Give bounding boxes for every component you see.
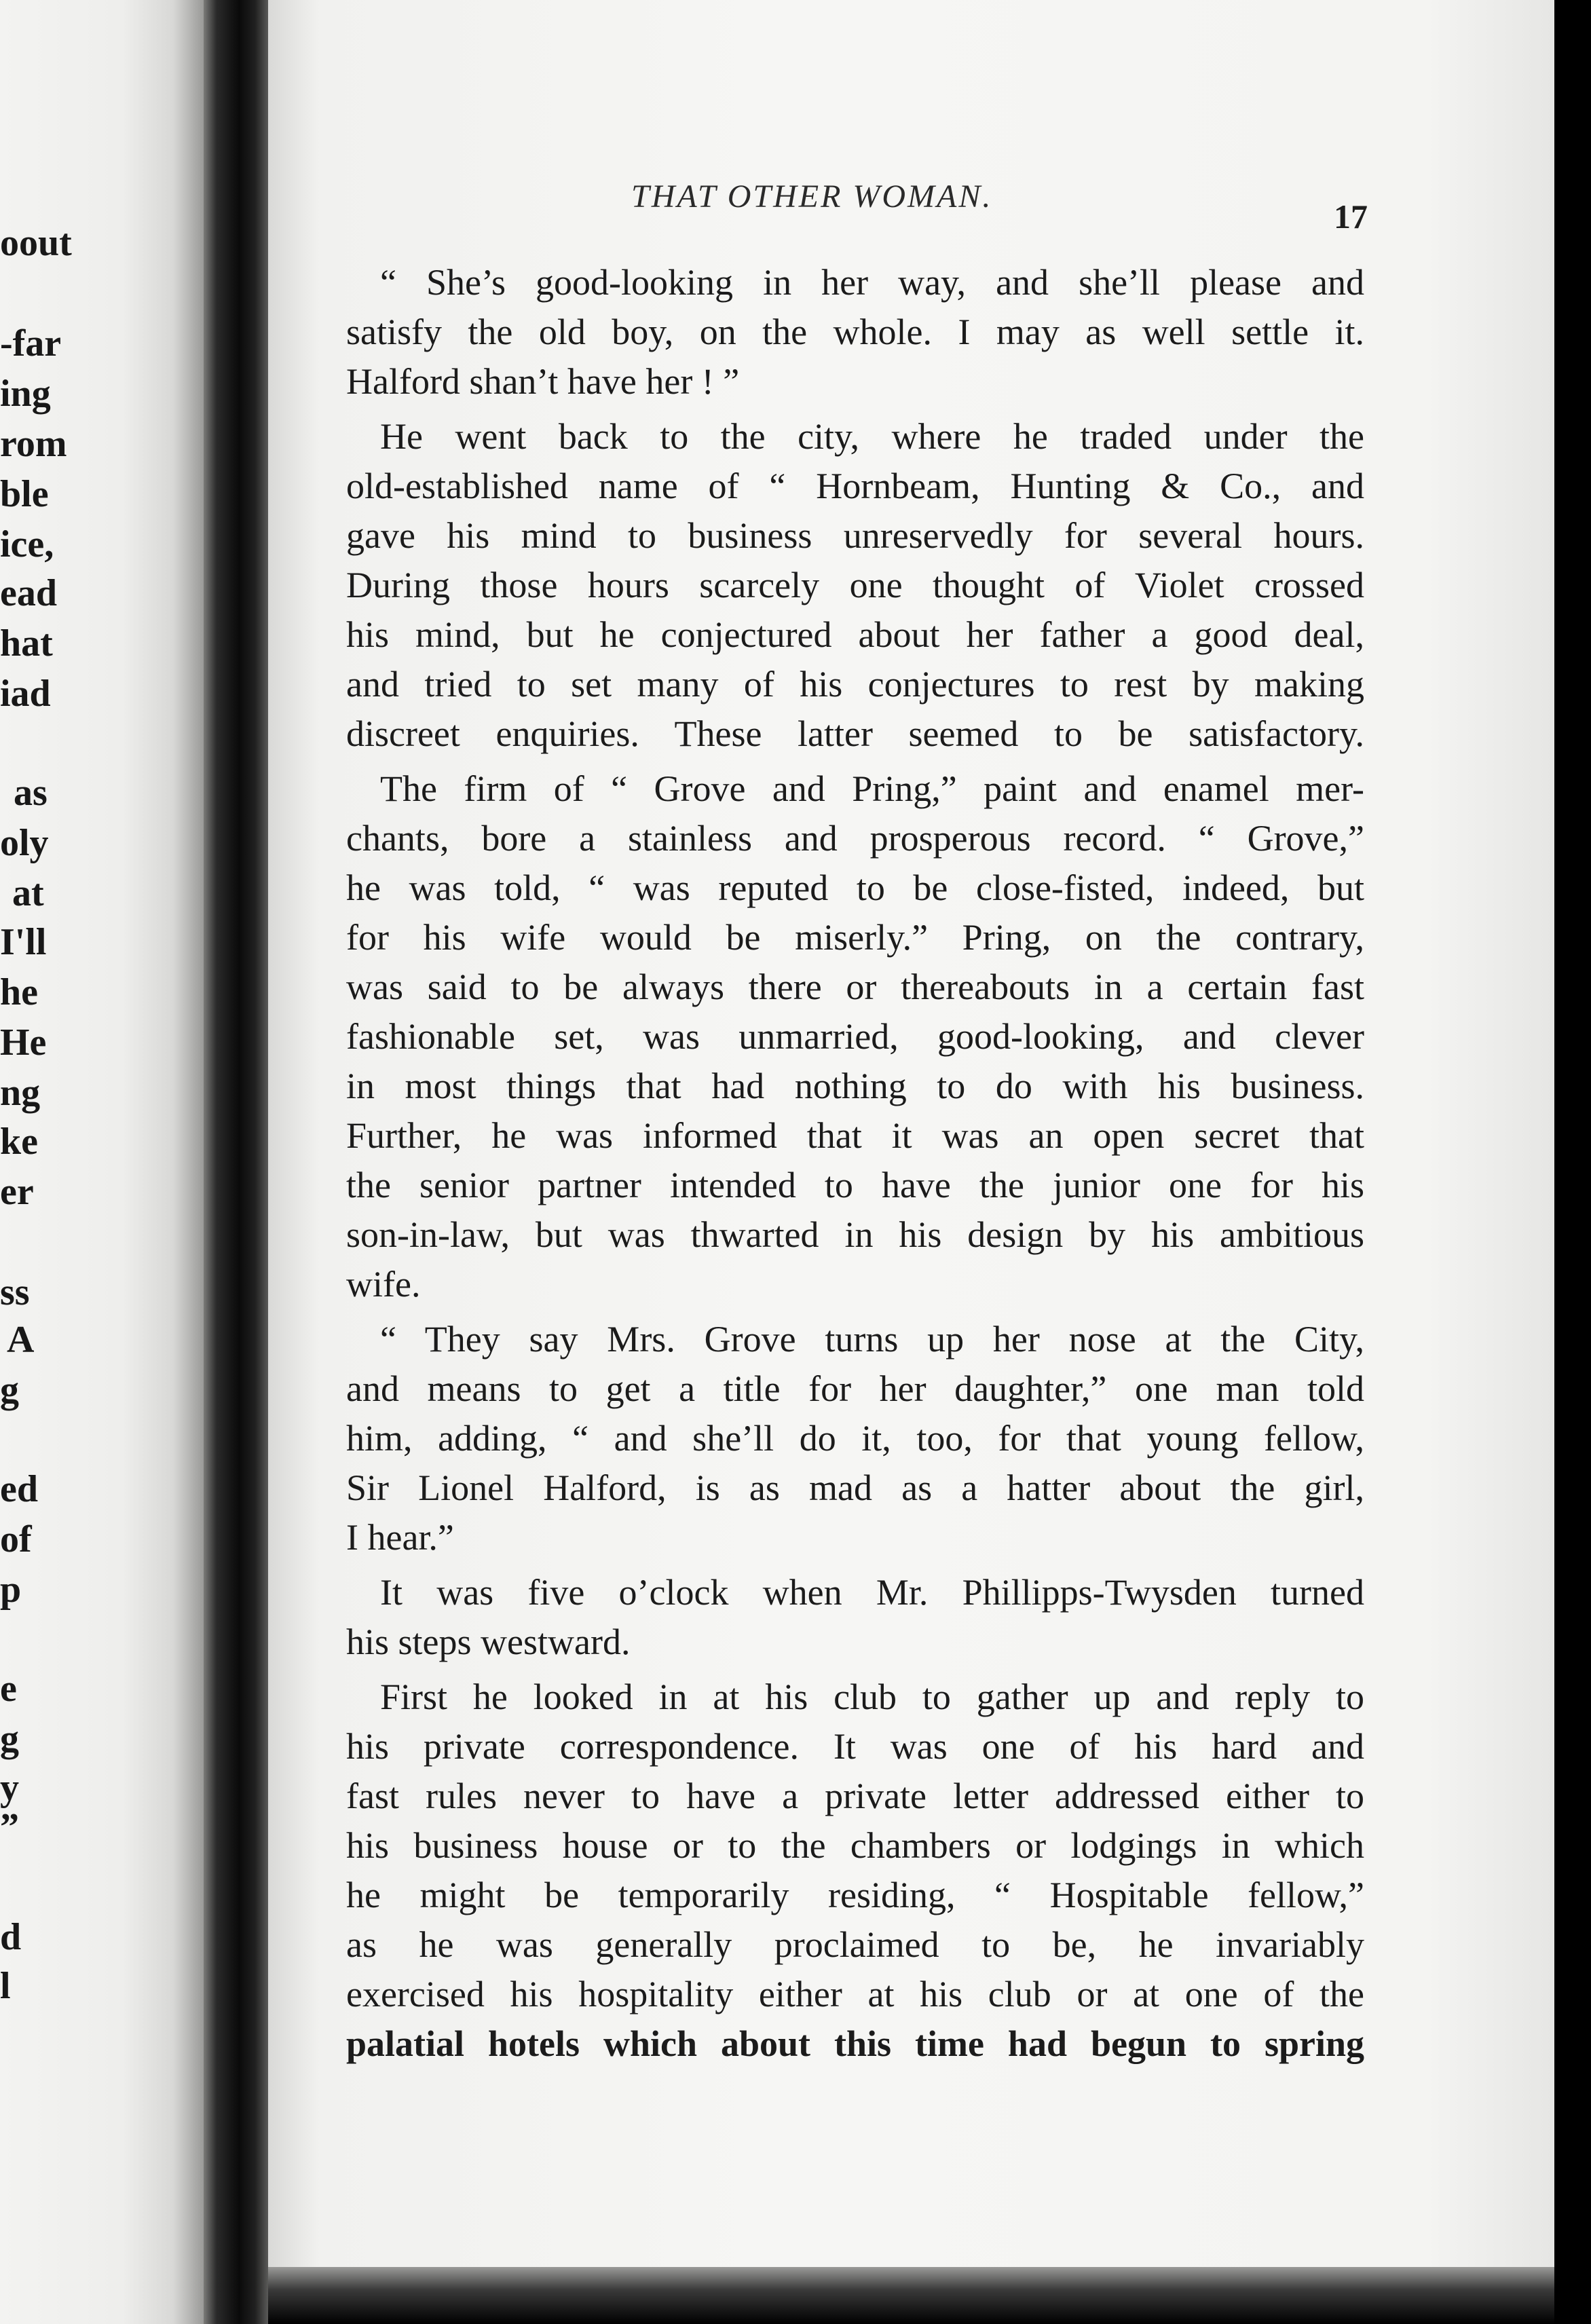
book-gutter	[204, 0, 268, 2324]
scan-border	[1554, 0, 1591, 2324]
text-line: “ They say Mrs. Grove turns up her nose at the City,	[380, 1319, 1364, 1360]
facing-page-fragment: oout	[0, 222, 72, 264]
text-line: and means to get a title for her daughter,” one man told	[346, 1368, 1364, 1409]
facing-page-fragment: d	[0, 1916, 22, 1958]
facing-page-fragment: oly	[0, 822, 49, 864]
text-line: him, adding, “ and she’ll do it, too, for that young fellow,	[346, 1418, 1364, 1459]
facing-page-fragment: y	[0, 1767, 19, 1809]
text-line: It was five o’clock when Mr. Phillipps-Twysden turned	[380, 1572, 1364, 1613]
text-line: Sir Lionel Halford, is as mad as a hatter about the girl,	[346, 1467, 1364, 1508]
text-line: discreet enquiries. These latter seemed to be satisfactory.	[346, 713, 1364, 754]
page-bottom-shadow	[268, 2267, 1554, 2324]
facing-page-fragment: hat	[0, 622, 53, 664]
facing-page-fragment: g	[0, 1718, 19, 1760]
text-line: he might be temporarily residing, “ Hospitable fellow,”	[346, 1875, 1364, 1915]
facing-page-fragment: as	[14, 772, 48, 814]
text-line: son-in-law, but was thwarted in his design by his ambitious	[346, 1214, 1364, 1255]
facing-page-fragment: ead	[0, 572, 57, 614]
text-line: exercised his hospitality either at his club or at one of the	[346, 1974, 1364, 2014]
facing-page-fragment: ng	[0, 1072, 41, 1114]
text-line: the senior partner intended to have the junior one for his	[346, 1165, 1364, 1205]
text-line: He went back to the city, where he traded under the	[380, 416, 1364, 457]
text-line: he was told, “ was reputed to be close-fisted, indeed, but	[346, 867, 1364, 908]
text-line: fashionable set, was unmarried, good-looking, and clever	[346, 1016, 1364, 1057]
text-line: wife.	[346, 1264, 421, 1305]
text-line: for his wife would be miserly.” Pring, on the contrary,	[346, 917, 1364, 958]
text-line: “ She’s good-looking in her way, and she’ll please and	[380, 262, 1364, 303]
text-line: During those hours scarcely one thought of Violet crossed	[346, 565, 1364, 605]
text-line: as he was generally proclaimed to be, he invariably	[346, 1924, 1364, 1965]
facing-page-fragment: at	[12, 872, 44, 914]
facing-page-fragment: -far	[0, 322, 62, 364]
facing-page-fragment: ice,	[0, 523, 54, 565]
text-line: fast rules never to have a private letter addressed either to	[346, 1776, 1364, 1816]
facing-page-fragment: ss	[0, 1271, 30, 1313]
facing-page-fragment: I'll	[0, 921, 47, 963]
text-line: his private correspondence. It was one of his hard and	[346, 1726, 1364, 1767]
text-line: chants, bore a stainless and prosperous record. “ Grove,”	[346, 818, 1364, 859]
running-head: THAT OTHER WOMAN.	[631, 179, 993, 214]
page-number: 17	[1334, 198, 1368, 236]
facing-page-fragment: ke	[0, 1121, 38, 1163]
text-line: satisfy the old boy, on the whole. I may as well settle it.	[346, 312, 1364, 352]
facing-page-fragment: l	[0, 1965, 11, 2007]
text-line: was said to be always there or thereabouts in a certain fast	[346, 967, 1364, 1007]
facing-page-fragment: ble	[0, 473, 49, 515]
facing-page-fragment: er	[0, 1171, 34, 1213]
text-line: First he looked in at his club to gather up and reply to	[380, 1676, 1364, 1717]
facing-page-fragment: he	[0, 971, 38, 1013]
text-line: and tried to set many of his conjectures to rest by making	[346, 664, 1364, 705]
text-line: gave his mind to business unreservedly for several hours.	[346, 515, 1364, 556]
facing-page-edge	[0, 0, 204, 2324]
facing-page-fragment: e	[0, 1668, 17, 1710]
facing-page-fragment: ”	[0, 1806, 19, 1848]
facing-page-fragment: ing	[0, 373, 51, 415]
text-line: The firm of “ Grove and Pring,” paint and enamel mer-	[380, 768, 1364, 809]
text-line: old-established name of “ Hornbeam, Hunting & Co., and	[346, 466, 1364, 506]
facing-page-fragment: iad	[0, 673, 51, 715]
facing-page-fragment: ed	[0, 1468, 38, 1510]
facing-page-fragment: g	[0, 1369, 19, 1411]
text-line: Further, he was informed that it was an open secret that	[346, 1115, 1364, 1156]
text-line: his business house or to the chambers or lodgings in which	[346, 1825, 1364, 1866]
facing-page-fragment: of	[0, 1518, 32, 1560]
text-line: I hear.”	[346, 1517, 454, 1558]
facing-page-fragment: p	[0, 1569, 22, 1611]
body-text	[346, 258, 1364, 2069]
text-line: his mind, but he conjectured about her father a good deal,	[346, 614, 1364, 655]
text-line: in most things that had nothing to do with his business.	[346, 1066, 1364, 1106]
facing-page-fragment: A	[7, 1319, 35, 1361]
text-line: Halford shan’t have her ! ”	[346, 361, 740, 402]
text-line: palatial hotels which about this time had begun to spring	[346, 2023, 1364, 2064]
text-line: his steps westward.	[346, 1622, 631, 1662]
facing-page-fragment: rom	[0, 423, 67, 465]
facing-page-fragment: He	[0, 1022, 47, 1064]
